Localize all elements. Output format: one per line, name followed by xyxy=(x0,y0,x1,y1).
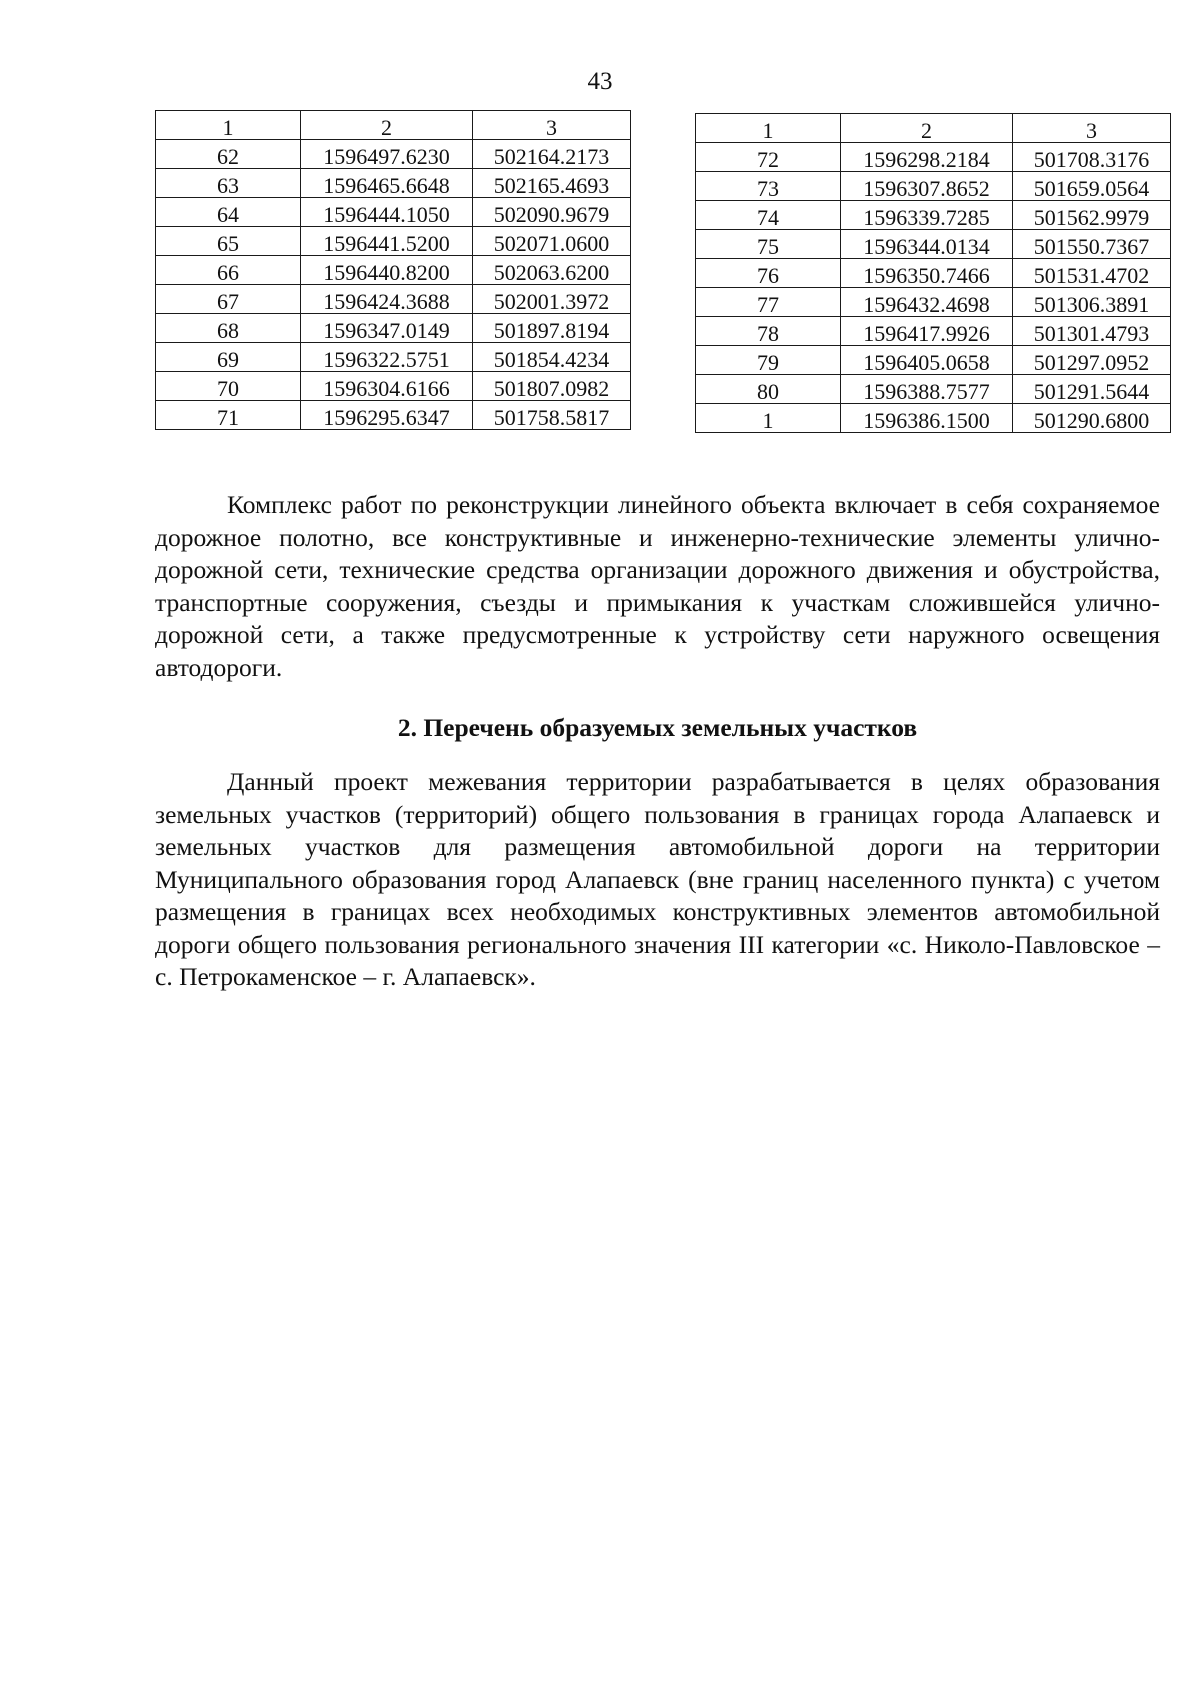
y-coordinate-cell: 501758.5817 xyxy=(473,401,631,430)
table-row xyxy=(696,172,1171,201)
y-coordinate-cell: 502164.2173 xyxy=(473,140,631,169)
x-coordinate-cell: 1596322.5751 xyxy=(301,343,473,372)
table-header-row xyxy=(156,111,631,140)
y-coordinate-cell: 502071.0600 xyxy=(473,227,631,256)
point-number-cell: 79 xyxy=(696,346,841,375)
x-coordinate-cell: 1596344.0134 xyxy=(841,230,1013,259)
table-row xyxy=(696,259,1171,288)
point-number-cell: 78 xyxy=(696,317,841,346)
x-coordinate-cell: 1596465.6648 xyxy=(301,169,473,198)
point-number-cell: 70 xyxy=(156,372,301,401)
x-coordinate-cell: 1596388.7577 xyxy=(841,375,1013,404)
point-number-cell: 65 xyxy=(156,227,301,256)
x-coordinate-cell: 1596405.0658 xyxy=(841,346,1013,375)
page-number: 43 xyxy=(587,68,613,95)
body-paragraph-project: Данный проект межевания территории разрабатывается в целях образования земельных участков (территорий) общего пользования в границах города Алапаевск и земельных участков для размещения автомобильной дороги на территории Муниципального образования город Алапаевск (вне границ населенного пункта) с учетом размещения в границах всех необходимых конструктивных элементов автомобильной дороги общего пользования регионального значения III категории «с. Николо-Павловское – с. Петрокаменское – г. Алапаевск». xyxy=(155,767,1160,991)
y-coordinate-cell: 501562.9979 xyxy=(1013,201,1171,230)
point-number-cell: 68 xyxy=(156,314,301,343)
x-coordinate-cell: 1596350.7466 xyxy=(841,259,1013,288)
y-coordinate-cell: 501306.3891 xyxy=(1013,288,1171,317)
point-number-cell: 76 xyxy=(696,259,841,288)
table-row xyxy=(156,169,631,198)
coordinates-table-right xyxy=(695,113,1171,433)
table-row xyxy=(156,401,631,430)
table-row xyxy=(156,227,631,256)
point-number-cell: 73 xyxy=(696,172,841,201)
column-header: 2 xyxy=(841,114,1013,143)
x-coordinate-cell: 1596441.5200 xyxy=(301,227,473,256)
x-coordinate-cell: 1596417.9926 xyxy=(841,317,1013,346)
point-number-cell: 74 xyxy=(696,201,841,230)
y-coordinate-cell: 501550.7367 xyxy=(1013,230,1171,259)
x-coordinate-cell: 1596432.4698 xyxy=(841,288,1013,317)
y-coordinate-cell: 502165.4693 xyxy=(473,169,631,198)
y-coordinate-cell: 502063.6200 xyxy=(473,256,631,285)
point-number-cell: 64 xyxy=(156,198,301,227)
column-header: 1 xyxy=(156,111,301,140)
point-number-cell: 67 xyxy=(156,285,301,314)
table-row xyxy=(696,201,1171,230)
column-header: 3 xyxy=(473,111,631,140)
table-row xyxy=(156,314,631,343)
x-coordinate-cell: 1596440.8200 xyxy=(301,256,473,285)
table-row xyxy=(696,143,1171,172)
column-header: 1 xyxy=(696,114,841,143)
y-coordinate-cell: 501290.6800 xyxy=(1013,404,1171,433)
x-coordinate-cell: 1596307.8652 xyxy=(841,172,1013,201)
table-row xyxy=(156,343,631,372)
x-coordinate-cell: 1596339.7285 xyxy=(841,201,1013,230)
x-coordinate-cell: 1596298.2184 xyxy=(841,143,1013,172)
y-coordinate-cell: 502090.9679 xyxy=(473,198,631,227)
y-coordinate-cell: 501708.3176 xyxy=(1013,143,1171,172)
table-header-row xyxy=(696,114,1171,143)
x-coordinate-cell: 1596304.6166 xyxy=(301,372,473,401)
table-row xyxy=(696,288,1171,317)
point-number-cell: 75 xyxy=(696,230,841,259)
table-row xyxy=(696,317,1171,346)
body-paragraph-works: Комплекс работ по реконструкции линейного объекта включает в себя сохраняемое дорожное полотно, все конструктивные и инженерно-технические элементы улично-дорожной сети, технические средства организации дорожного движения и обустройства, транспортные сооружения, съезды и примыкания к участкам сложившейся улично-дорожной сети, а также предусмотренные к устройству сети наружного освещения автодороги. xyxy=(155,490,1160,682)
x-coordinate-cell: 1596424.3688 xyxy=(301,285,473,314)
table-row xyxy=(696,346,1171,375)
table-row xyxy=(696,230,1171,259)
point-number-cell: 69 xyxy=(156,343,301,372)
y-coordinate-cell: 501297.0952 xyxy=(1013,346,1171,375)
point-number-cell: 63 xyxy=(156,169,301,198)
y-coordinate-cell: 501659.0564 xyxy=(1013,172,1171,201)
y-coordinate-cell: 501291.5644 xyxy=(1013,375,1171,404)
x-coordinate-cell: 1596347.0149 xyxy=(301,314,473,343)
point-number-cell: 1 xyxy=(696,404,841,433)
y-coordinate-cell: 501897.8194 xyxy=(473,314,631,343)
y-coordinate-cell: 502001.3972 xyxy=(473,285,631,314)
point-number-cell: 80 xyxy=(696,375,841,404)
table-row xyxy=(156,256,631,285)
x-coordinate-cell: 1596295.6347 xyxy=(301,401,473,430)
point-number-cell: 62 xyxy=(156,140,301,169)
column-header: 3 xyxy=(1013,114,1171,143)
section-heading: 2. Перечень образуемых земельных участков xyxy=(397,713,918,742)
y-coordinate-cell: 501531.4702 xyxy=(1013,259,1171,288)
table-row xyxy=(156,285,631,314)
x-coordinate-cell: 1596386.1500 xyxy=(841,404,1013,433)
x-coordinate-cell: 1596444.1050 xyxy=(301,198,473,227)
coordinates-table-left xyxy=(155,110,631,430)
point-number-cell: 77 xyxy=(696,288,841,317)
table-row xyxy=(156,140,631,169)
y-coordinate-cell: 501807.0982 xyxy=(473,372,631,401)
column-header: 2 xyxy=(301,111,473,140)
point-number-cell: 71 xyxy=(156,401,301,430)
point-number-cell: 72 xyxy=(696,143,841,172)
table-row xyxy=(696,404,1171,433)
point-number-cell: 66 xyxy=(156,256,301,285)
table-row xyxy=(696,375,1171,404)
y-coordinate-cell: 501854.4234 xyxy=(473,343,631,372)
y-coordinate-cell: 501301.4793 xyxy=(1013,317,1171,346)
table-row xyxy=(156,198,631,227)
table-row xyxy=(156,372,631,401)
x-coordinate-cell: 1596497.6230 xyxy=(301,140,473,169)
